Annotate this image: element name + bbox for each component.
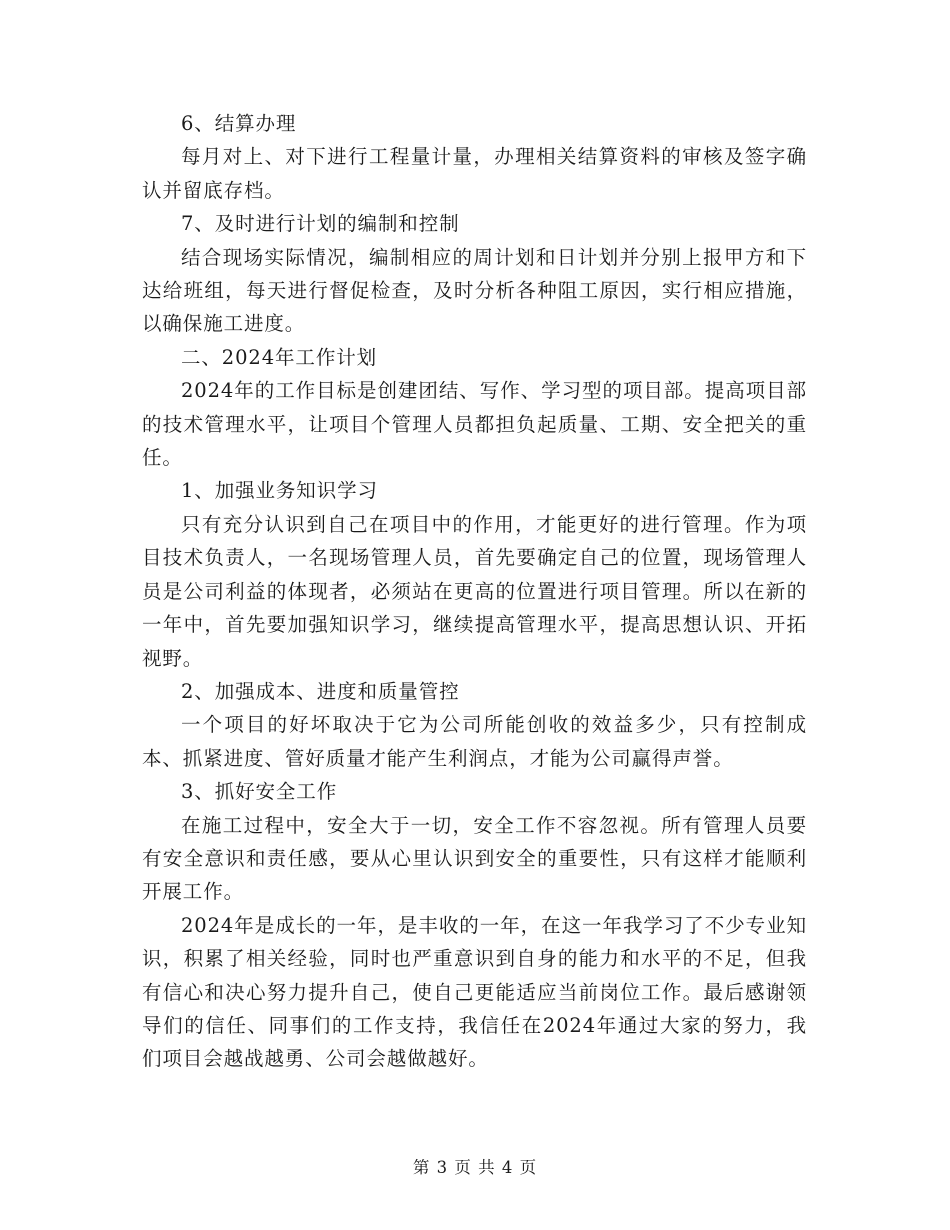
paragraph-work-goal: 2024年的工作目标是创建团结、写作、学习型的项目部。提高项目部的技术管理水平，让项目个管理人员都担负起质量、工期、安全把关的重任。 xyxy=(142,379,807,470)
section-heading-settlement: 6、结算办理 xyxy=(181,112,297,135)
section-heading-safety: 3、抓好安全工作 xyxy=(181,780,338,804)
page-footer xyxy=(0,1154,950,1178)
section-heading-work-plan: 二、2024年工作计划 xyxy=(181,345,378,369)
section-heading-knowledge: 1、加强业务知识学习 xyxy=(181,479,378,503)
document-body xyxy=(142,107,807,1076)
paragraph-conclusion: 2024年是成长的一年，是丰收的一年，在这一年我学习了不少专业知识，积累了相关经验，同时也严重意识到自身的能力和水平的不足，但我有信心和决心努力提升自己，使自己更能适应当前岗位工作。最后感谢领导们的信任、同事们的工作支持，我信任在2024年通过大家的努力，我们项目会越战越勇、公司会越做越好。 xyxy=(142,913,807,1071)
paragraph-safety: 在施工过程中，安全大于一切，安全工作不容忽视。所有管理人员要有安全意识和责任感，要从心里认识到安全的重要性，只有这样才能顺利开展工作。 xyxy=(142,813,807,904)
section-heading-planning: 7、及时进行计划的编制和控制 xyxy=(181,212,460,236)
paragraph-planning: 结合现场实际情况，编制相应的周计划和日计划并分别上报甲方和下达给班组，每天进行督促检查，及时分析各种阻工原因，实行相应措施，以确保施工进度。 xyxy=(142,245,807,336)
page-number-label: 第 3 页 共 4 页 xyxy=(412,1158,538,1177)
paragraph-cost-control: 一个项目的好坏取决于它为公司所能创收的效益多少，只有控制成本、抓紧进度、管好质量才能产生利润点，才能为公司赢得声誉。 xyxy=(142,713,807,770)
paragraph-settlement: 每月对上、对下进行工程量计量，办理相关结算资料的审核及签字确认并留底存档。 xyxy=(142,145,807,202)
paragraph-knowledge: 只有充分认识到自己在项目中的作用，才能更好的进行管理。作为项目技术负责人，一名现场管理人员，首先要确定自己的位置，现场管理人员是公司利益的体现者，必须站在更高的位置进行项目管理。所以在新的一年中，首先要加强知识学习，继续提高管理水平，提高思想认识、开拓视野。 xyxy=(142,512,807,670)
section-heading-cost-control: 2、加强成本、进度和质量管控 xyxy=(181,679,460,703)
